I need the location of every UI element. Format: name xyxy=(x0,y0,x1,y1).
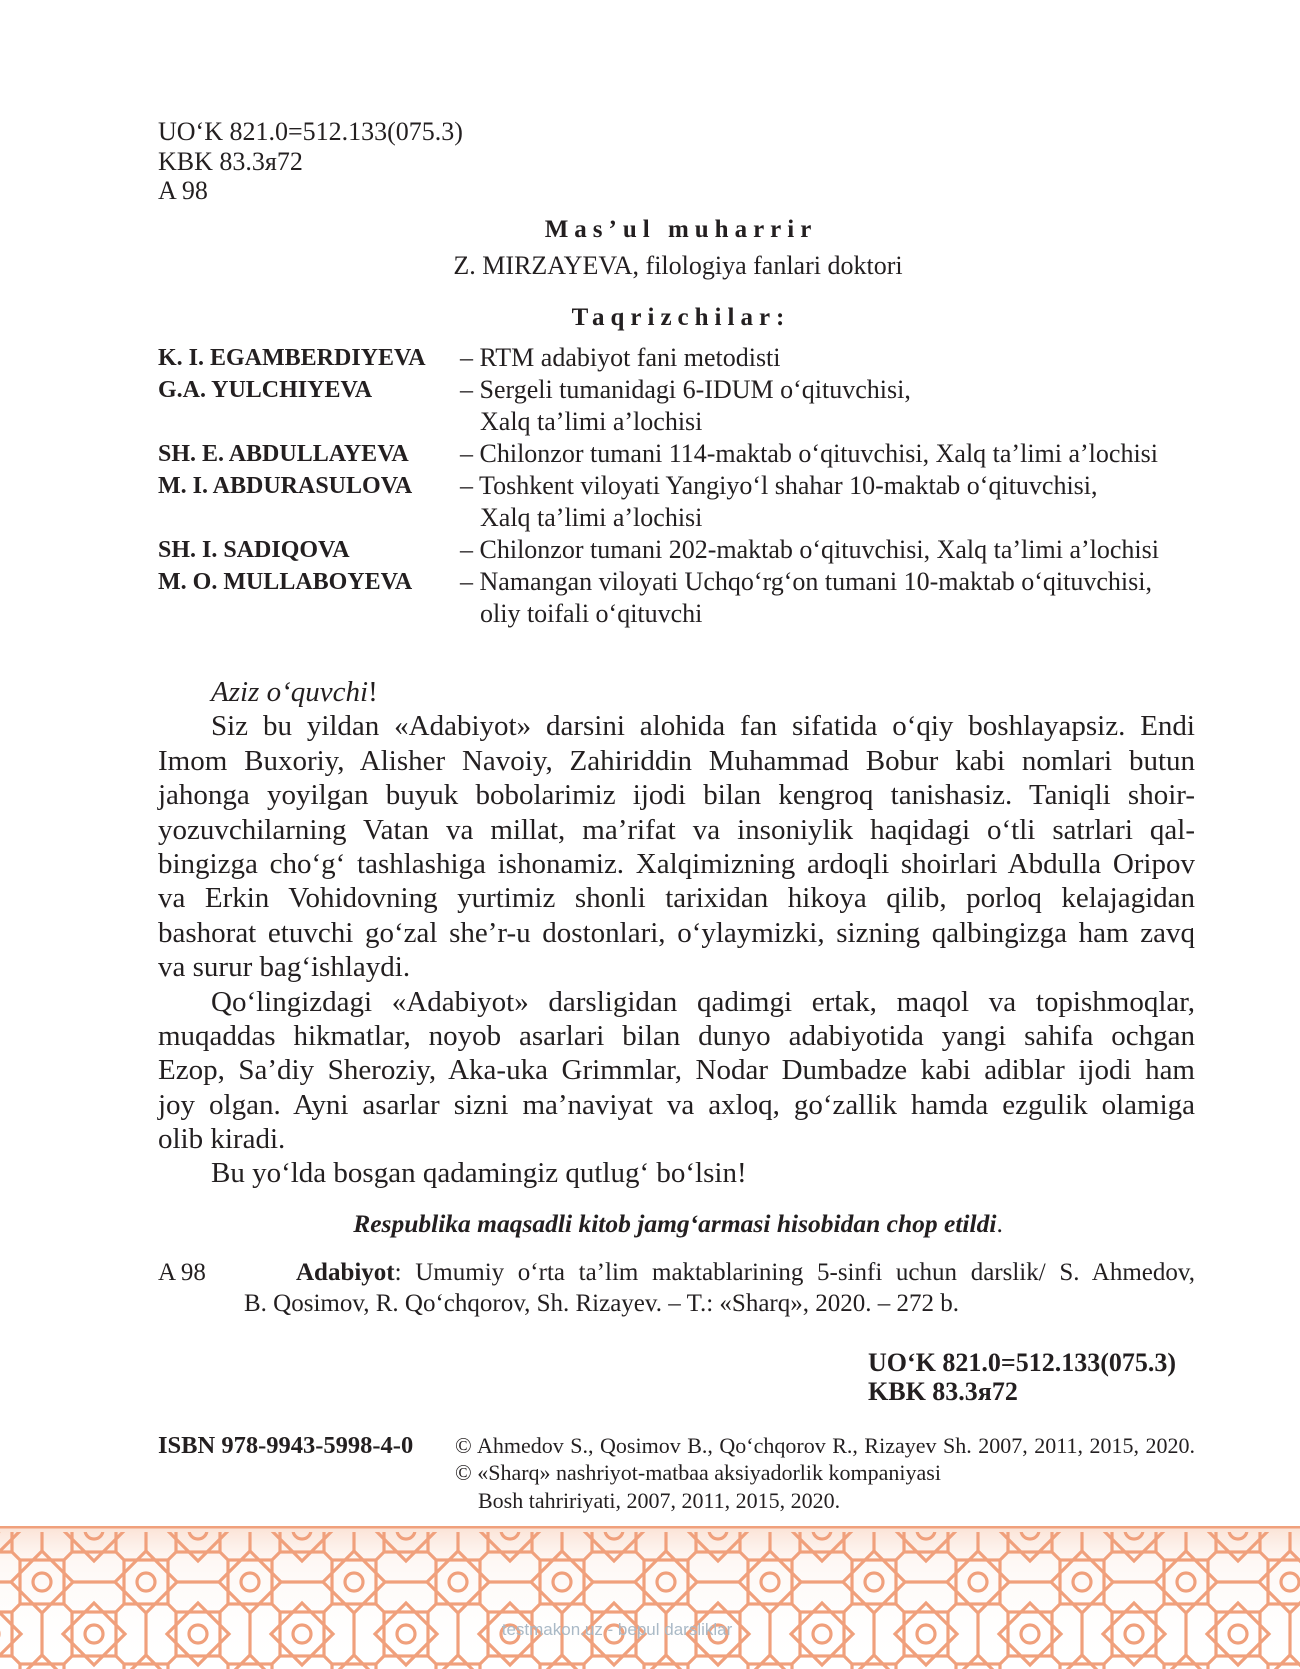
catalog-entry-line xyxy=(296,1257,1195,1288)
reviewer-description xyxy=(460,470,1198,534)
book-title: Adabiyot xyxy=(296,1259,395,1286)
reviewer-name: M. I. ABDURASULOVA xyxy=(158,473,413,499)
paragraph-line: Siz bu yildan «Adabiyot» darsini alohida fan sifatida o‘qiy boshlayapsiz. Endi xyxy=(211,710,1195,743)
paragraph-line: olib kiradi. xyxy=(158,1123,286,1156)
reviewer-description-line: – Sergeli tumanidagi 6-IDUM o‘qituvchisi, xyxy=(460,375,911,404)
reviewer-name: K. I. EGAMBERDIYEVA xyxy=(158,345,426,371)
foreword xyxy=(158,675,1195,1191)
geometric-pattern xyxy=(0,1532,1300,1669)
funding-note xyxy=(158,1208,1198,1240)
reviewer-description xyxy=(460,534,1198,566)
reviewer-row xyxy=(158,566,1198,630)
catalog-mark: A 98 xyxy=(158,1259,206,1286)
ornament-band xyxy=(0,1526,1300,1669)
reviewers-list xyxy=(158,342,1198,630)
reviewer-description-line: – Chilonzor tumani 202-maktab o‘qituvchisi, Xalq ta’limi a’lochisi xyxy=(460,535,1159,564)
catalog-description: : Umumiy o‘rta ta’lim maktablarining 5-sinfi uchun darslik/ S. Ahmedov, xyxy=(394,1259,1195,1286)
copyright-block xyxy=(455,1432,1195,1514)
paragraph-line: va Erkin Vohidovning yurtimiz shonli tarixidan hikoya qilib, porloq kelajagidan xyxy=(158,882,1195,915)
paragraph-line: bingizga cho‘g‘ tashlashiga ishonamiz. Xalqimizning ardoqli shoirlari Abdulla Oripov xyxy=(158,847,1195,880)
reviewer-description-line: – Namangan viloyati Uchqo‘rg‘on tumani 10-maktab o‘qituvchisi, xyxy=(460,567,1152,596)
funding-note-text: Respublika maqsadli kitob jamg‘armasi hisobidan chop etildi xyxy=(353,1209,997,1238)
reviewers-heading: Taqrizchilar: xyxy=(571,304,791,331)
reviewer-description xyxy=(460,566,1198,630)
paragraph-line: jahonga yoyilgan buyuk bobolarimiz ijodi bilan kengroq tanishasiz. Taniqli shoir- xyxy=(158,779,1195,812)
paragraph-line: muqaddas hikmatlar, noyob asarlari bilan dunyo adabiyotida yangi sahifa ochgan xyxy=(158,1019,1195,1052)
paragraph-line: va surur bag‘ishlaydi. xyxy=(158,951,411,984)
copyright-line: Bosh tahririyati, 2007, 2011, 2015, 2020. xyxy=(478,1487,841,1513)
reviewer-description xyxy=(460,342,1198,374)
udk-code: UO‘K 821.0=512.133(075.3) xyxy=(868,1348,1177,1377)
funding-note-punctuation: . xyxy=(996,1209,1003,1238)
kbk-code: KBK 83.3я72 xyxy=(868,1377,1018,1406)
editor-name: Z. MIRZAYEVA, filologiya fanlari doktori xyxy=(453,251,903,280)
copyright-line: © Ahmedov S., Qosimov B., Qo‘chqorov R., Rizayev Sh. 2007, 2011, 2015, 2020. xyxy=(455,1433,1195,1458)
greeting xyxy=(158,675,1195,709)
paragraph-line: yozuvchilarning Vatan va millat, ma’rifat va insoniylik haqidagi o‘tli satrlari qal- xyxy=(158,813,1195,846)
reviewer-name: SH. I. SADIQOVA xyxy=(158,537,350,563)
reviewer-description-line: – Toshkent viloyati Yangiyo‘l shahar 10-maktab o‘qituvchisi, xyxy=(460,471,1098,500)
reviewer-description-line: – RTM adabiyot fani metodisti xyxy=(460,343,781,372)
reviewer-description-line: Xalq ta’limi a’lochisi xyxy=(480,503,703,532)
greeting-punctuation: ! xyxy=(368,676,378,708)
reviewer-description-line: Xalq ta’limi a’lochisi xyxy=(480,407,703,436)
watermark-text: testmakon.uz - bepul darsliklar xyxy=(501,1620,733,1639)
isbn: ISBN 978-9943-5998-4-0 xyxy=(158,1432,414,1459)
greeting-text: Aziz o‘quvchi xyxy=(211,676,369,708)
paragraph-line: Qo‘lingizdagi «Adabiyot» darsligidan qadimgi ertak, maqol va topishmoqlar, xyxy=(211,985,1195,1018)
reviewer-description-line: – Chilonzor tumani 114-maktab o‘qituvchisi, Xalq ta’limi a’lochisi xyxy=(460,439,1159,468)
copyright-line: © «Sharq» nashriyot-matbaa aksiyadorlik kompaniyasi xyxy=(455,1460,941,1486)
catalog-codes xyxy=(868,1348,1176,1406)
reviewer-row xyxy=(158,342,1198,374)
reviewer-description xyxy=(460,374,1198,438)
editor-heading: Mas’ul muharrir xyxy=(544,216,818,243)
paragraph-line: Bu yo‘lda bosgan qadamingiz qutlug‘ bo‘lsin! xyxy=(211,1157,747,1190)
reviewer-name: G.A. YULCHIYEVA xyxy=(158,377,373,403)
reviewer-row xyxy=(158,534,1198,566)
reviewer-description xyxy=(460,438,1198,470)
reviewer-name: SH. E. ABDULLAYEVA xyxy=(158,441,409,467)
paragraph-line: bashorat etuvchi go‘zal she’r-u dostonlari, o‘ylaymizki, sizning qalbingizga ham zavq xyxy=(158,916,1195,949)
reviewer-row xyxy=(158,470,1198,534)
reviewer-row xyxy=(158,374,1198,438)
classification-codes xyxy=(158,117,463,206)
author-mark: A 98 xyxy=(158,176,208,205)
paragraph-line: Ezop, Sa’diy Sheroziy, Aka-uka Grimmlar, Nodar Dumbadze kabi adiblar ijodi ham xyxy=(158,1054,1195,1087)
kbk-code: KBK 83.3я72 xyxy=(158,146,303,176)
paragraph-line: Imom Buxoriy, Alisher Navoiy, Zahiriddin Muhammad Bobur kabi nomlari butun xyxy=(158,744,1195,777)
catalog-entry-line: B. Qosimov, R. Qo‘chqorov, Sh. Rizayev. – T.: «Sharq», 2020. – 272 b. xyxy=(244,1290,960,1317)
paragraph-line: joy olgan. Ayni asarlar sizni ma’naviyat va axloq, go‘zallik hamda ezgulik olamiga xyxy=(158,1088,1195,1121)
reviewer-description-line: oliy toifali o‘qituvchi xyxy=(480,599,703,628)
reviewer-row xyxy=(158,438,1198,470)
udk-code: UO‘K 821.0=512.133(075.3) xyxy=(158,117,463,146)
reviewer-name: M. O. MULLABOYEVA xyxy=(158,569,413,595)
band-top-rule xyxy=(0,1526,1300,1529)
